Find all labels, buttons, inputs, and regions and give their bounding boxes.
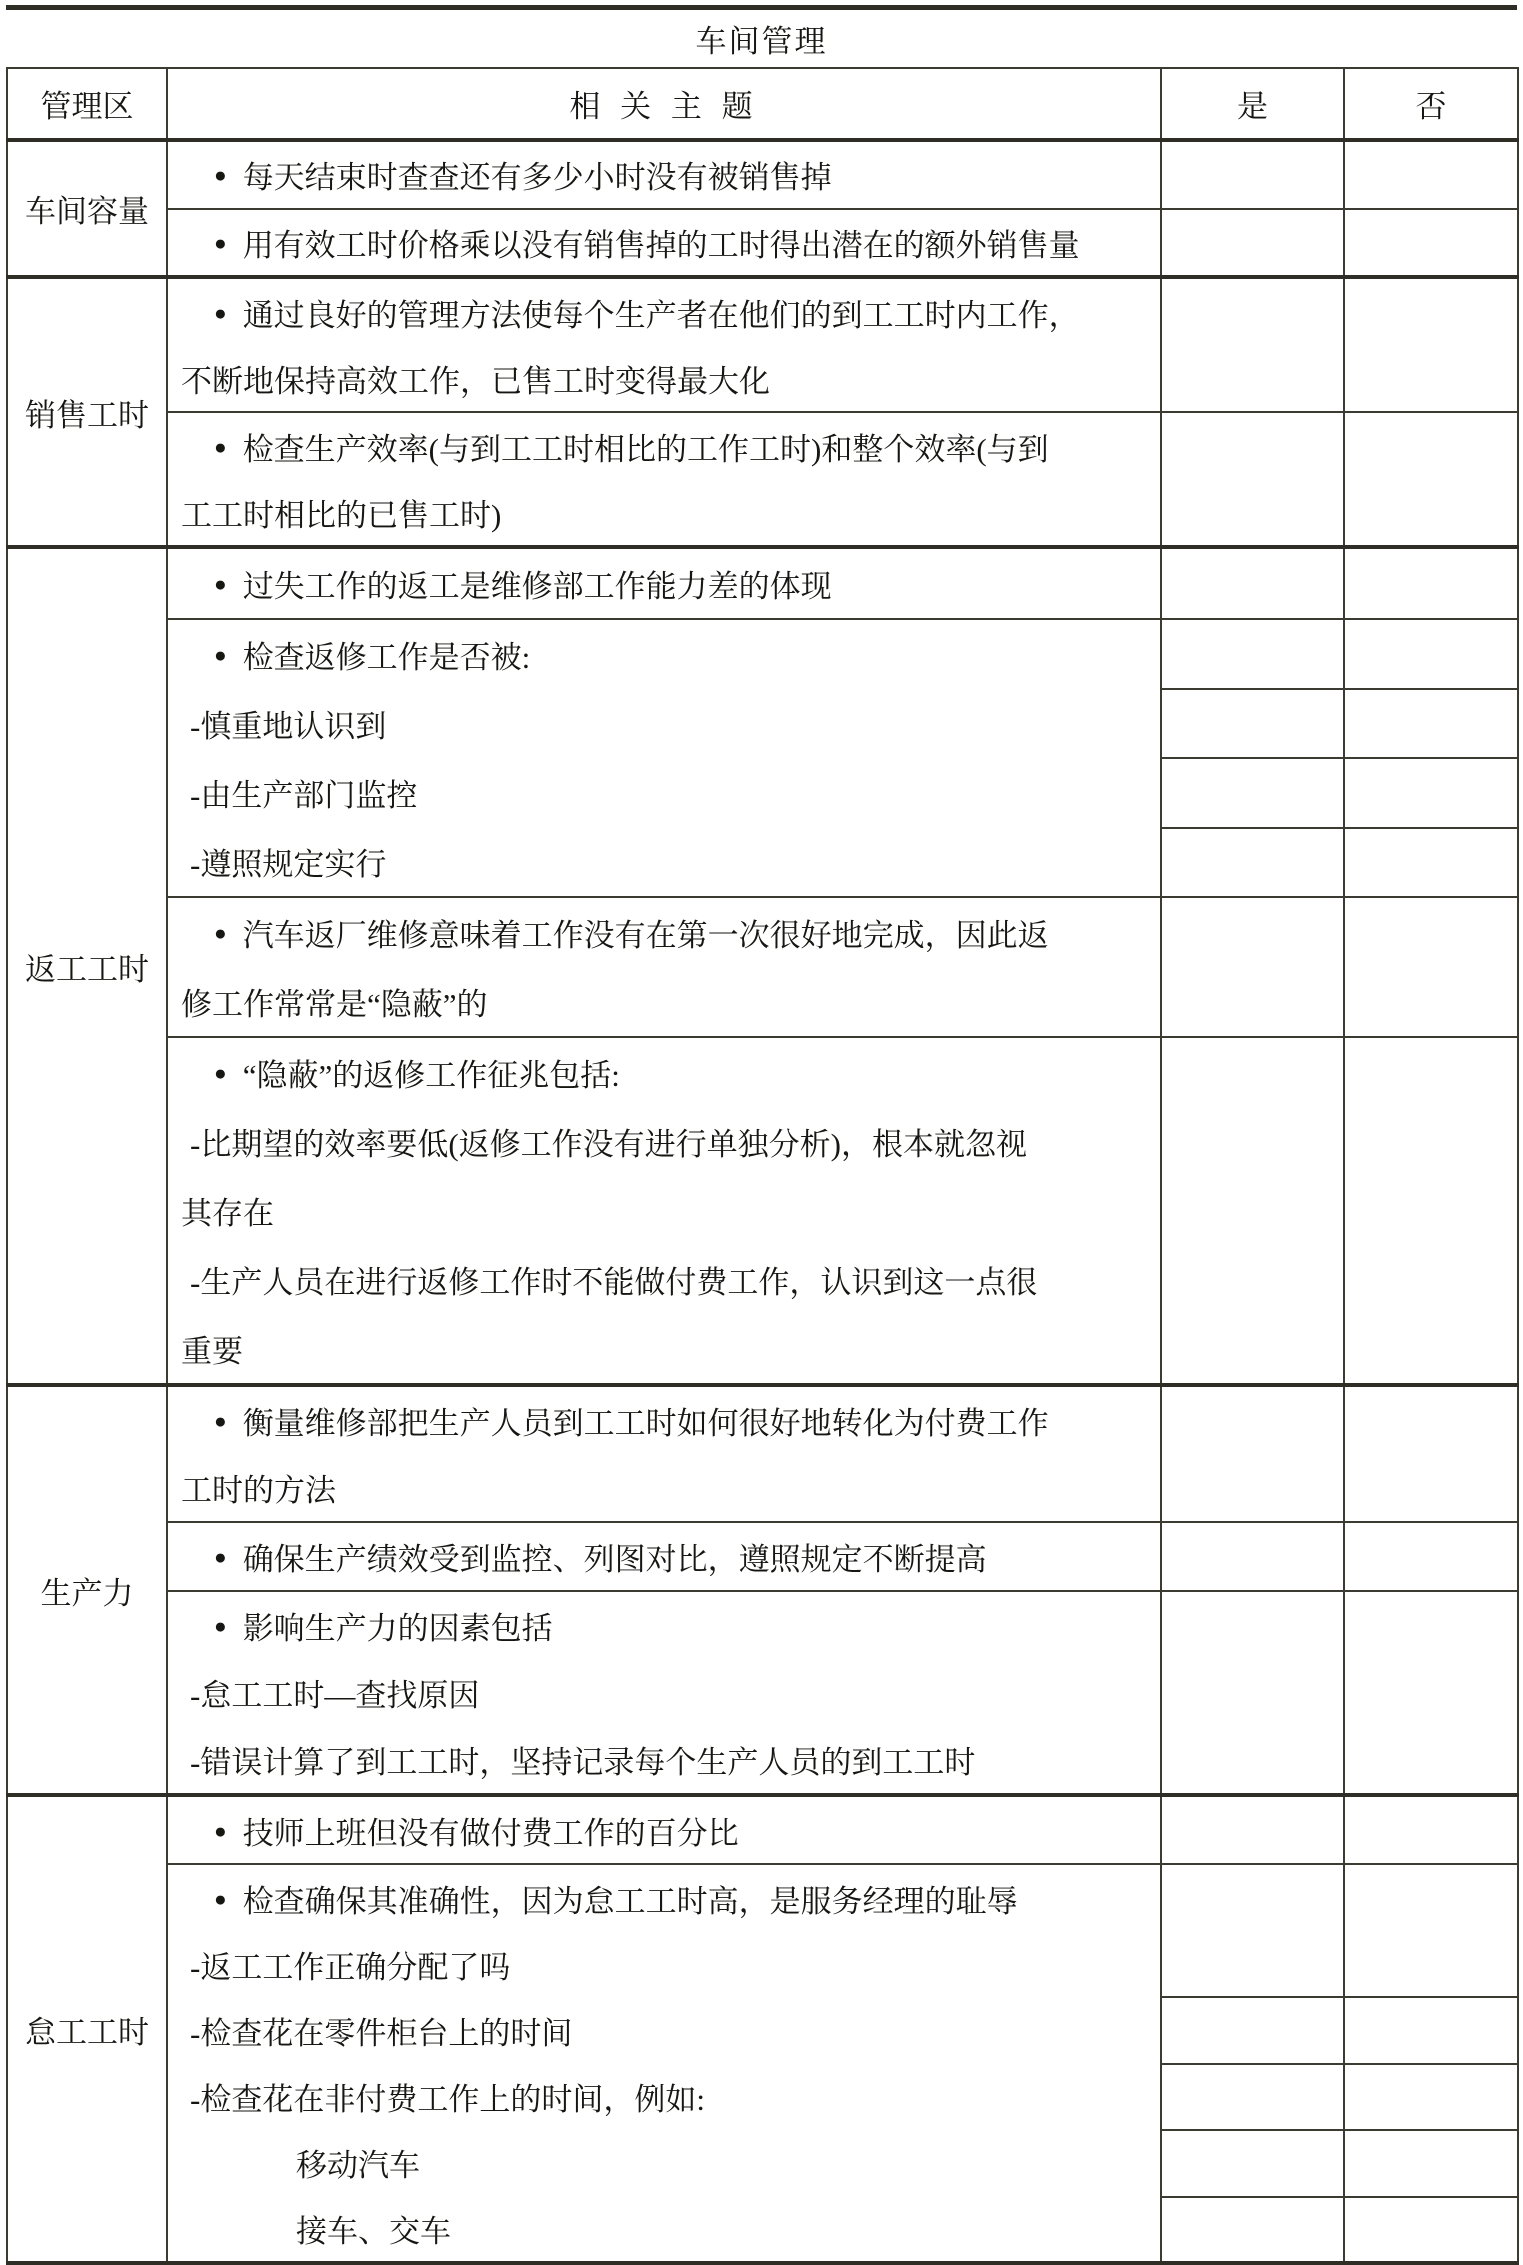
bullet-icon: ●	[214, 572, 227, 596]
no-answer-cell[interactable]	[1344, 1522, 1518, 1591]
page-title: 车间管理	[695, 24, 828, 59]
topic-line-text: 其存在	[181, 1196, 274, 1231]
yes-answer-cell[interactable]	[1161, 2064, 1344, 2131]
header-yes: 是	[1161, 68, 1344, 140]
topic-line-text: -慎重地认识到	[190, 709, 387, 744]
topic-line	[168, 1314, 1160, 1383]
no-answer-cell[interactable]	[1344, 1385, 1518, 1522]
topic-line	[168, 1592, 1160, 1659]
topic-line-text: 衡量维修部把生产人员到工工时如何很好地转化为付费工作	[242, 1406, 1049, 1441]
topic-line	[168, 1931, 1160, 1997]
topic-line-text: -由生产部门监控	[190, 778, 418, 813]
yes-answer-cell[interactable]	[1161, 209, 1344, 278]
checklist-table	[6, 67, 1519, 2265]
area-label: 销售工时	[7, 277, 167, 547]
topic-line-text: 用有效工时价格乘以没有销售掉的工时得出潜在的额外销售量	[242, 227, 1080, 263]
table-row	[7, 277, 1518, 345]
table-header-row	[7, 68, 1518, 140]
topic-cell	[167, 412, 1161, 547]
topic-line-text: 不断地保持高效工作，已售工时变得最大化	[181, 363, 770, 399]
topic-line	[168, 1997, 1160, 2063]
topic-line	[168, 549, 1160, 618]
topic-cell	[167, 547, 1161, 619]
table-row	[7, 897, 1518, 967]
topic-line-text: 检查返修工作是否被:	[242, 640, 531, 675]
topic-line-text: 通过良好的管理方法使每个生产者在他们的到工工时内工作，	[242, 297, 1080, 333]
topic-line	[168, 758, 1160, 827]
topic-line	[168, 345, 1160, 411]
yes-answer-cell[interactable]	[1161, 1795, 1344, 1864]
no-answer-cell[interactable]	[1344, 1795, 1518, 1864]
topic-line-text: -检查花在零件柜台上的时间	[190, 2015, 573, 2051]
topic-line-text: 每天结束时查查还有多少小时没有被销售掉	[242, 160, 832, 196]
topic-line-text: -比期望的效率要低(返修工作没有进行单独分析)，根本就忽视	[190, 1127, 1027, 1162]
topic-cell	[167, 1037, 1161, 1385]
bullet-icon: ●	[214, 1409, 227, 1433]
topic-line-text: 移动汽车	[296, 2147, 420, 2183]
no-answer-cell[interactable]	[1344, 758, 1518, 828]
topic-line-text: -返工工作正确分配了吗	[190, 1949, 511, 1985]
no-answer-cell[interactable]	[1344, 619, 1518, 689]
bullet-icon: ●	[214, 1886, 227, 1911]
table-row	[7, 1795, 1518, 1864]
header-area: 管理区	[7, 68, 167, 140]
topic-line	[168, 1038, 1160, 1107]
bullet-icon: ●	[214, 163, 227, 188]
topic-cell	[167, 140, 1161, 209]
topic-line	[168, 1797, 1160, 1863]
topic-line	[168, 2195, 1160, 2261]
topic-line	[168, 2063, 1160, 2129]
header-topic: 相 关 主 题	[167, 68, 1161, 140]
yes-answer-cell[interactable]	[1161, 1997, 1344, 2064]
area-label: 返工工时	[7, 547, 167, 1385]
yes-answer-cell[interactable]	[1161, 140, 1344, 209]
topic-line	[168, 898, 1160, 967]
table-row	[7, 140, 1518, 209]
table-row	[7, 547, 1518, 619]
topic-line	[168, 279, 1160, 345]
topic-cell	[167, 1795, 1161, 1864]
topic-line-text: -怠工工时—查找原因	[190, 1678, 480, 1713]
yes-answer-cell[interactable]	[1161, 828, 1344, 898]
yes-answer-cell[interactable]	[1161, 2197, 1344, 2264]
topic-line-text: 技师上班但没有做付费工作的百分比	[242, 1815, 739, 1851]
table-row	[7, 1591, 1518, 1659]
bullet-icon: ●	[214, 434, 227, 459]
no-answer-cell[interactable]	[1344, 828, 1518, 898]
topic-line	[168, 1454, 1160, 1521]
bullet-icon: ●	[214, 921, 227, 945]
no-answer-cell[interactable]	[1344, 277, 1518, 412]
topic-cell	[167, 209, 1161, 278]
no-answer-cell[interactable]	[1344, 2064, 1518, 2131]
topic-line-text: “隐蔽”的返修工作征兆包括:	[242, 1058, 620, 1093]
topic-line	[168, 1659, 1160, 1726]
table-row	[7, 1037, 1518, 1107]
table-row	[7, 1522, 1518, 1591]
topic-line	[168, 1865, 1160, 1931]
topic-line-text: 确保生产绩效受到监控、列图对比，遵照规定不断提高	[242, 1542, 987, 1577]
yes-answer-cell[interactable]	[1161, 1864, 1344, 1997]
worksheet-page	[6, 5, 1517, 2265]
topic-cell	[167, 897, 1161, 1037]
table-row	[7, 619, 1518, 689]
topic-cell	[167, 277, 1161, 412]
topic-line	[168, 413, 1160, 479]
table-row	[7, 412, 1518, 480]
no-answer-cell[interactable]	[1344, 209, 1518, 278]
topic-line-text: 修工作常常是“隐蔽”的	[181, 987, 488, 1022]
yes-answer-cell[interactable]	[1161, 1522, 1344, 1591]
topic-line	[168, 1726, 1160, 1793]
topic-line-text: 接车、交车	[296, 2213, 451, 2249]
table-row	[7, 209, 1518, 278]
bullet-icon: ●	[214, 1061, 227, 1085]
topic-line-text: -错误计算了到工工时，坚持记录每个生产人员的到工工时	[190, 1745, 976, 1780]
topic-line	[168, 479, 1160, 545]
table-row	[7, 1385, 1518, 1454]
bullet-icon: ●	[214, 643, 227, 667]
no-answer-cell[interactable]	[1344, 412, 1518, 547]
no-answer-cell[interactable]	[1344, 1037, 1518, 1385]
topic-line-text: 工时的方法	[181, 1473, 336, 1508]
no-answer-cell[interactable]	[1344, 1591, 1518, 1795]
no-answer-cell[interactable]	[1344, 2197, 1518, 2264]
topic-line-text: 汽车返厂维修意味着工作没有在第一次很好地完成，因此返	[242, 918, 1049, 953]
topic-line	[168, 210, 1160, 276]
topic-cell	[167, 619, 1161, 897]
bullet-icon: ●	[214, 1545, 227, 1569]
topic-line	[168, 1387, 1160, 1454]
topic-line	[168, 1245, 1160, 1314]
topic-line	[168, 142, 1160, 208]
yes-answer-cell[interactable]	[1161, 619, 1344, 689]
yes-answer-cell[interactable]	[1161, 758, 1344, 828]
yes-answer-cell[interactable]	[1161, 277, 1344, 412]
bullet-icon: ●	[214, 300, 227, 325]
topic-line-text: 重要	[181, 1334, 243, 1369]
topic-line-text: 检查生产效率(与到工工时相比的工作工时)和整个效率(与到	[242, 431, 1049, 467]
topic-line-text: 检查确保其准确性，因为怠工工时高，是服务经理的耻辱	[242, 1883, 1018, 1919]
topic-line-text: -生产人员在进行返修工作时不能做付费工作，认识到这一点很	[190, 1265, 1038, 1300]
area-label: 生产力	[7, 1385, 167, 1795]
yes-answer-cell[interactable]	[1161, 689, 1344, 759]
no-answer-cell[interactable]	[1344, 547, 1518, 619]
no-answer-cell[interactable]	[1344, 2130, 1518, 2197]
topic-line	[168, 2129, 1160, 2195]
topic-cell	[167, 1385, 1161, 1522]
topic-cell	[167, 1522, 1161, 1591]
yes-answer-cell[interactable]	[1161, 547, 1344, 619]
topic-line	[168, 827, 1160, 896]
bullet-icon: ●	[214, 1818, 227, 1843]
topic-line-text: -遵照规定实行	[190, 847, 387, 882]
topic-line-text: 工工时相比的已售工时)	[181, 497, 502, 533]
no-answer-cell[interactable]	[1344, 897, 1518, 1037]
yes-answer-cell[interactable]	[1161, 2130, 1344, 2197]
yes-answer-cell[interactable]	[1161, 412, 1344, 547]
topic-line-text: 过失工作的返工是维修部工作能力差的体现	[242, 569, 832, 604]
no-answer-cell[interactable]	[1344, 140, 1518, 209]
table-row	[7, 1864, 1518, 1931]
topic-line	[168, 689, 1160, 758]
topic-line-text: -检查花在非付费工作上的时间，例如:	[190, 2081, 705, 2117]
yes-answer-cell[interactable]	[1161, 1385, 1344, 1522]
no-answer-cell[interactable]	[1344, 1997, 1518, 2064]
topic-line-text: 影响生产力的因素包括	[242, 1611, 553, 1646]
topic-line	[168, 620, 1160, 689]
topic-line	[168, 1176, 1160, 1245]
yes-answer-cell[interactable]	[1161, 1037, 1344, 1385]
no-answer-cell[interactable]	[1344, 1864, 1518, 1997]
header-no: 否	[1344, 68, 1518, 140]
yes-answer-cell[interactable]	[1161, 897, 1344, 1037]
area-label: 车间容量	[7, 140, 167, 277]
no-answer-cell[interactable]	[1344, 689, 1518, 759]
topic-cell	[167, 1864, 1161, 2263]
area-label: 怠工工时	[7, 1795, 167, 2263]
bullet-icon: ●	[214, 1614, 227, 1638]
bullet-icon: ●	[214, 230, 227, 255]
topic-line	[168, 967, 1160, 1036]
topic-line	[168, 1523, 1160, 1590]
topic-line	[168, 1107, 1160, 1176]
yes-answer-cell[interactable]	[1161, 1591, 1344, 1795]
topic-cell	[167, 1591, 1161, 1795]
